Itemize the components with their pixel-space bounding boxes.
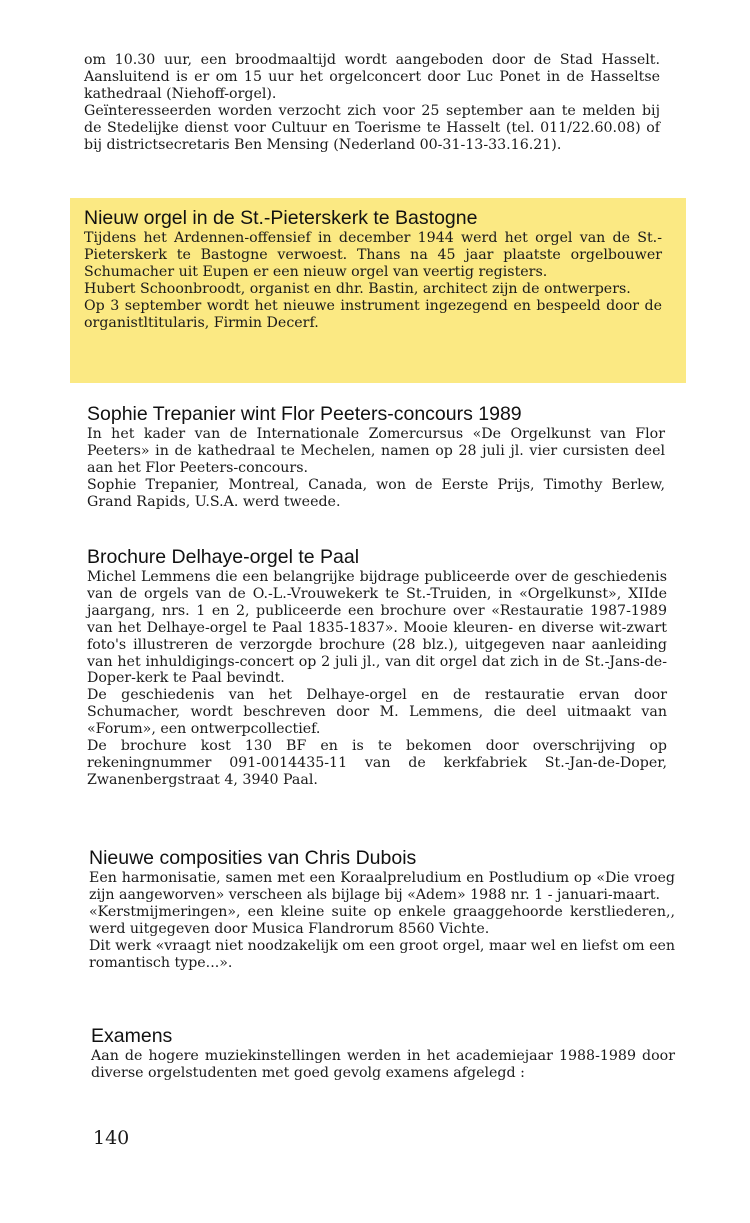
article-paragraph: Sophie Trepanier, Montreal, Canada, won de Eerste Prijs, Timothy Berlew, Grand Rapids, U.S.A. werd tweede. xyxy=(87,476,665,510)
article-paragraph: «Kerstmijmeringen», een kleine suite op enkele graaggehoorde kerstliederen,, werd uitgegeven door Musica Flandrorum 8560 Vichte. xyxy=(89,903,675,937)
article-paragraph: De brochure kost 130 BF en is te bekomen door overschrijving op rekeningnummer 091-0014435-11 van de kerkfabriek St.-Jan-de-Doper, Zwanenbergstraat 4, 3940 Paal. xyxy=(87,738,667,788)
article-paragraph: In het kader van de Internationale Zomercursus «De Orgelkunst van Flor Peeters» in de kathedraal te Mechelen, namen op 28 juli jl. vier cursisten deel aan het Flor Peeters-concours. xyxy=(87,426,665,476)
article-trepanier xyxy=(87,402,665,511)
article-paragraph: Dit werk «vraagt niet noodzakelijk om een groot orgel, maar wel en liefst om een romantisch type...». xyxy=(89,937,675,971)
intro-paragraph-1: om 10.30 uur, een broodmaaltijd wordt aangeboden door de Stad Hasselt. Aansluitend is er om 15 uur het orgelconcert door Luc Ponet in de Hasseltse kathedraal (Niehoff-orgel). xyxy=(84,52,660,102)
article-paragraph: De geschiedenis van het Delhaye-orgel en de restauratie ervan door Schumacher, wordt beschreven door M. Lemmens, die deel uitmaakt van «Forum», een ontwerpcollectief. xyxy=(87,687,667,738)
article-title: Sophie Trepanier wint Flor Peeters-concours 1989 xyxy=(87,403,522,425)
article-title: Nieuwe composities van Chris Dubois xyxy=(89,847,417,869)
page-number: 140 xyxy=(93,1127,130,1149)
article-paragraph: Een harmonisatie, samen met een Koraalpreludium en Postludium op «Die vroeg zijn aangeworven» verscheen als bijlage bij «Adem» 1988 nr. 1 - januari-maart. xyxy=(89,870,675,903)
intro-paragraph-2: Geïnteresseerden worden verzocht zich voor 25 september aan te melden bij de Stedelijke dienst voor Cultuur en Toerisme te Hasselt (tel. 011/22.60.08) of bij districtsecretaris Ben Mensing (Nederland 00-31-13-33.16.21). xyxy=(84,102,660,153)
article-paragraph: Michel Lemmens die een belangrijke bijdrage publiceerde over de geschiedenis van de orgels van de O.-L.-Vrouwekerk te St.-Truiden, in «Orgelkunst», XIIde jaargang, nrs. 1 en 2, publiceerde een brochure over «Restauratie 1987-1989 van het Delhaye-orgel te Paal 1835-1837». Mooie kleuren- en diverse wit-zwart foto's illustreren de verzorgde brochure (28 blz.), uitgegeven naar aanleiding van het inhuldigings-concert op 2 juli jl., van dit orgel dat zich in de St.-Jans-de-Doper-kerk te Paal bevindt. xyxy=(87,569,667,687)
article-paragraph: Hubert Schoonbroodt, organist en dhr. Bastin, architect zijn de ontwerpers. xyxy=(84,280,631,297)
article-paragraph: Op 3 september wordt het nieuwe instrument ingezegend en bespeeld door de organistltitularis, Firmin Decerf. xyxy=(84,297,662,331)
article-title: Examens xyxy=(91,1025,173,1047)
article-dubois xyxy=(89,846,675,971)
article-bastogne xyxy=(84,206,662,331)
article-examens xyxy=(91,1024,675,1082)
article-delhaye xyxy=(87,545,667,789)
intro-section xyxy=(84,52,660,153)
article-title: Brochure Delhaye-orgel te Paal xyxy=(87,546,360,568)
article-paragraph: Aan de hogere muziekinstellingen werden in het academiejaar 1988-1989 door diverse orgelstudenten met goed gevolg examens afgelegd : xyxy=(91,1048,675,1081)
article-title: Nieuw orgel in de St.-Pieterskerk te Bastogne xyxy=(84,207,478,229)
article-paragraph: Tijdens het Ardennen-offensief in december 1944 werd het orgel van de St.-Pieterskerk te Bastogne verwoest. Thans na 45 jaar plaatste orgelbouwer Schumacher uit Eupen er een nieuw orgel van veertig registers. xyxy=(84,230,662,280)
